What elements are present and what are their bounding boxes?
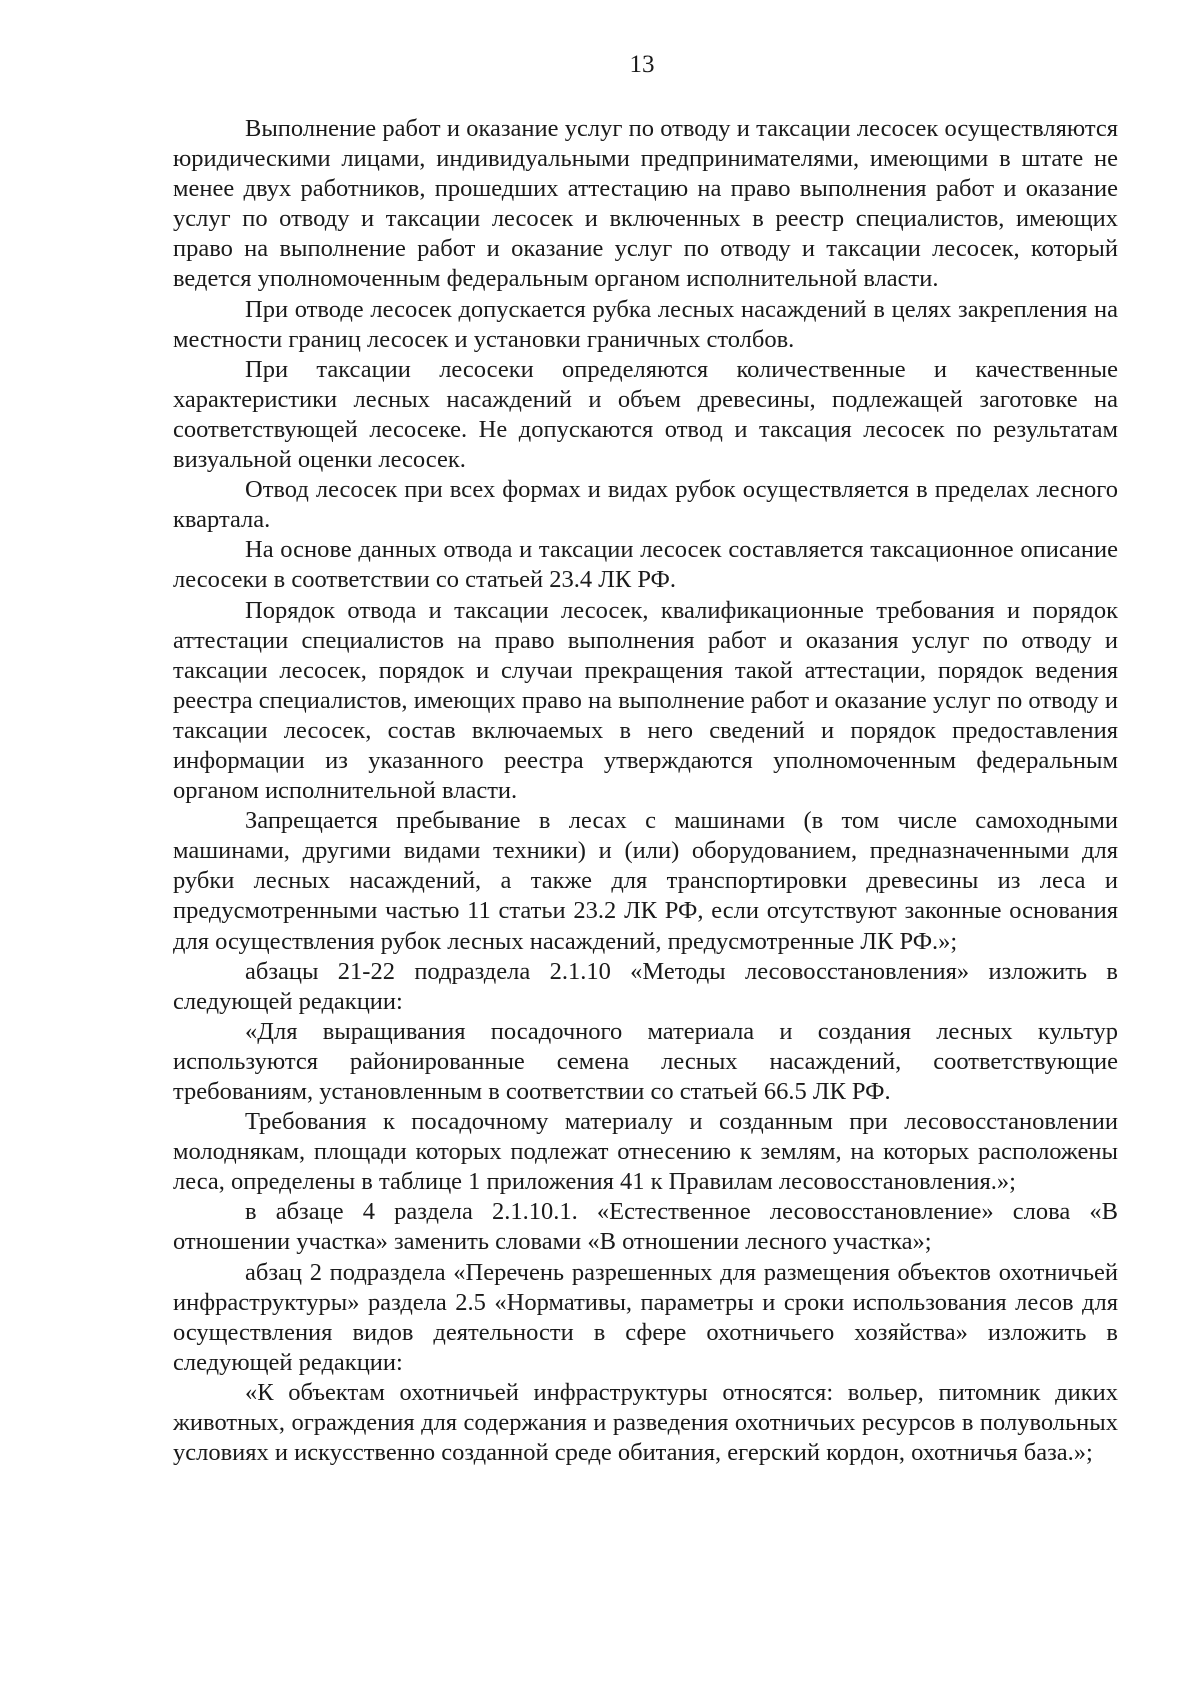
paragraph: Порядок отвода и таксации лесосек, квалификационные требования и порядок аттестации специалистов на право выполнения работ и оказания услуг по отводу и таксации лесосек, порядок и случаи прекращения такой аттестации, порядок ведения реестра специалистов, имеющих право на выполнение работ и оказание услуг по отводу и таксации лесосек, состав включаемых в него сведений и порядок предоставления информации из указанного реестра утверждаются уполномоченным федеральным органом исполнительной власти. <box>173 596 1118 805</box>
paragraph: При таксации лесосеки определяются количественные и качественные характеристики лесных насаждений и объем древесины, подлежащей заготовке на соответствующей лесосеке. Не допускаются отвод и таксация лесосек по результатам визуальной оценки лесосек. <box>173 355 1118 474</box>
paragraph: Запрещается пребывание в лесах с машинами (в том числе самоходными машинами, другими видами техники) и (или) оборудованием, предназначенными для рубки лесных насаждений, а также для транспортировки древесины из леса и предусмотренными частью 11 статьи 23.2 ЛК РФ, если отсутствуют законные основания для осуществления рубок лесных насаждений, предусмотренные ЛК РФ.»; <box>173 807 1118 955</box>
paragraph: абзацы 21-22 подраздела 2.1.10 «Методы лесовосстановления» изложить в следующей редакции: <box>173 957 1118 1015</box>
paragraph: «К объектам охотничьей инфраструктуры относятся: вольер, питомник диких животных, ограждения для содержания и разведения охотничьих ресурсов в полувольных условиях и искусственно созданной среде обитания, егерский кордон, охотничья база.»; <box>173 1378 1118 1467</box>
paragraph: в абзаце 4 раздела 2.1.10.1. «Естественное лесовосстановление» слова «В отношении участка» заменить словами «В отношении лесного участка»; <box>173 1198 1118 1256</box>
paragraph: Отвод лесосек при всех формах и видах рубок осуществляется в пределах лесного квартала. <box>173 476 1118 534</box>
paragraph: При отводе лесосек допускается рубка лесных насаждений в целях закрепления на местности границ лесосек и установки граничных столбов. <box>173 295 1118 353</box>
document-body <box>173 114 1118 1468</box>
paragraph: На основе данных отвода и таксации лесосек составляется таксационное описание лесосеки в соответствии со статьей 23.4 ЛК РФ. <box>173 536 1118 594</box>
paragraph: абзац 2 подраздела «Перечень разрешенных для размещения объектов охотничьей инфраструктуры» раздела 2.5 «Нормативы, параметры и сроки использования лесов для осуществления видов деятельности в сфере охотничьего хозяйства» изложить в следующей редакции: <box>173 1258 1118 1376</box>
paragraph: «Для выращивания посадочного материала и создания лесных культур используются районированные семена лесных насаждений, соответствующие требованиям, установленным в соответствии со статьей 66.5 ЛК РФ. <box>173 1017 1118 1105</box>
paragraph: Требования к посадочному материалу и созданным при лесовосстановлении молоднякам, площади которых подлежат отнесению к землям, на которых расположены леса, определены в таблице 1 приложения 41 к Правилам лесовосстановления.»; <box>173 1108 1118 1196</box>
page-number: 13 <box>629 51 655 78</box>
paragraph: Выполнение работ и оказание услуг по отводу и таксации лесосек осуществляются юридическими лицами, индивидуальными предпринимателями, имеющими в штате не менее двух работников, прошедших аттестацию на право выполнения работ и оказание услуг по отводу и таксации лесосек и включенных в реестр специалистов, имеющих право на выполнение работ и оказание услуг по отводу и таксации лесосек, который ведется уполномоченным федеральным органом исполнительной власти. <box>173 115 1118 293</box>
